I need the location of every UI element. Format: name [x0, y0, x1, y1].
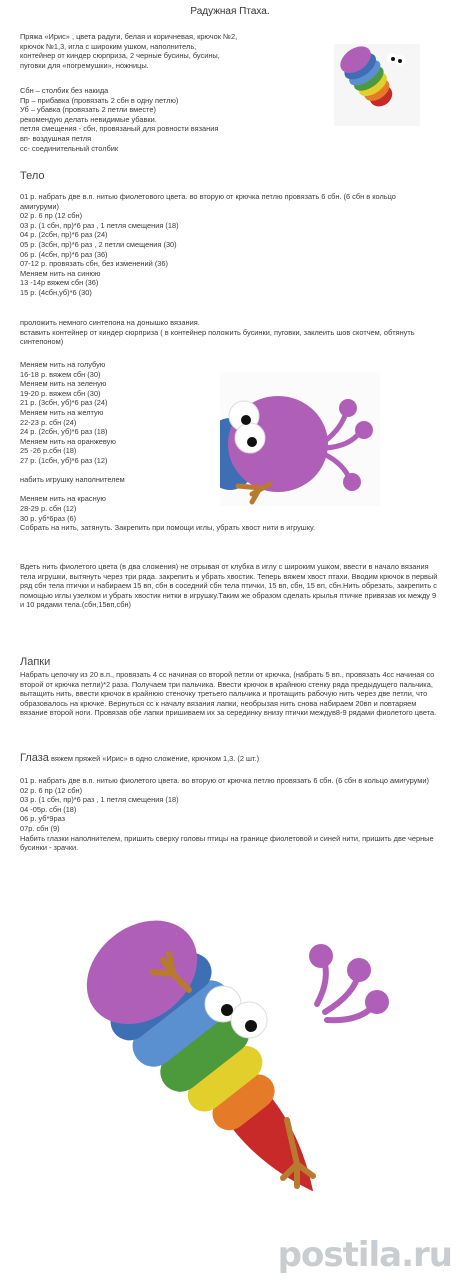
section-heading-legs: Лапки — [20, 656, 51, 668]
body-note: проложить немного синтепона на донышко вязания. вставить контейнер от киндер сюрприза ( в контейнер положить бусинки, пуговки, заклеить шов скотчем, обтянуть синтепоном) — [20, 318, 415, 347]
bird-photo-middle — [220, 372, 380, 506]
section-heading-body: Тело — [20, 170, 45, 182]
section-heading-eyes — [20, 752, 259, 764]
page-title: Радужная Птаха. — [190, 6, 270, 17]
watermark-logo: postila.ru — [277, 1235, 452, 1275]
tail-text: Вдеть нить фиолетого цвета (в два сложения) не отрывая от клубка в иглу с широким ушком, ввести в начало вязания тела игрушки, вытянуть через три ряда. закрепить и убрать хвостик. Теперь вяжем хвост птахи. Вводим крючок в первый ряд сбн тела птички и набираем 15 вп, сбн в соседний сбн тела птички, 15 вп, сбн, 15 вп, сбн.Нить обрезать, закрепить с помощью иглы узелком и убрать хвостик нитки в игрушку.Таким же образом сделать крылья птичке привязав их между 9 и 10 рядами тела.(сбн,15вп,сбн) — [20, 562, 438, 610]
body-rows-1: 01 р. набрать две в.п. нитью фиолетового цвета. во вторую от крючка петлю провязать 6 сбн. (6 сбн в кольцо амигуруми) 02 р. 6 пр (12 сбн) 03 р. (1 сбн, пр)*6 раз , 1 петля смещения (18) 04 р. (2сбн, пр)*6 раз (24) 05 р. (3сбн, пр)*6 раз , 2 петли смещения (30) 06 р. (4сбн, пр)*6 раз (36) 07-12 р. провязать сбн, без изменений (36) Меняем нить на синюю 13 -14р вяжем сбн (36) 15 р. (4сбн,уб)*6 (30) — [20, 192, 396, 297]
body-rows-2: Меняем нить на голубую 16-18 р. вяжем сбн (30) Меняем нить на зеленую 19-20 р. вяжем сбн (30) 21 р. (3сбн, уб)*6 раз (24) Меняем нить на желтую 22-23 р. сбн (24) 24 р. (2сбн, уб)*6 раз (18) Меняем нить на оранжевую 25 -26 р.сбн (18) 27 р. (1сбн, уб)*6 раз (12) набить игрушку наполнителем Меняем нить на красную 28-29 р. сбн (12) 30 р. уб*6раз (6) Собрать на нить, затянуть. Закрепить при помощи иглы, убрать хвост нити в игрушку. — [20, 360, 316, 533]
abbreviations-text: Сбн – столбик без накида Пр – прибавка (провязать 2 сбн в одну петлю) Уб – убавка (провязать 2 петли вместе) рекомендую делать невидимые убавки. петля смещения - сбн, провязаный для ровности вязания вп- воздушная петля сс- соединительный столбик — [20, 86, 219, 153]
bird-photo-small — [334, 44, 420, 126]
bird-photo-large — [55, 920, 405, 1250]
legs-text: Набрать цепочку из 20 в.п., провязать 4 сс начиная со второй петли от крючка, (набрать 5 вп., провязать 4сс начиная со второй от крючка петли)*2 раза. Получаем три пальчика. Ввести крючок в крайнюю стенку ряда предыдущего пальчика, вытащить нить, ввести крючок в крайнюю стеночку третьего пальчика и протащить рабочую нить через две петли, что образовалось на крючке. Вернуться сс к началу вязания лапки, необрызая нить снова набираем 20вп и повтаряем вязание второй ноги. Провязав обе лапки пришиваем их за серединку внизу птички междув8-9 рядами фиолетого цвета. — [20, 670, 437, 718]
eyes-heading-label: Глаза — [20, 752, 49, 764]
eyes-text: 01 р. набрать две в.п. нитью фиолетого цвета. во вторую от крючка петлю провязать 6 сбн. (6 сбн в кольцо амигуруми) 02 р. 6 пр (12 сбн) 03 р. (1 сбн, пр)*6 раз , 1 петля смещения (18) 04 -05р. сбн (18) 06 р. уб*9раз 07р. сбн (9) Набить глазки наполнителем, пришить сверху головы птицы на границе фиолетовой и синей нити, пришить две черные бусинки - зрачки. — [20, 776, 434, 853]
materials-text: Пряжа «Ирис» , цвета радуги, белая и коричневая, крючок №2, крючок №1,3, игла с широким ушком, наполнитель, контейнер от киндер сюрприза, 2 черные бусины, бусины, пуговки для «погремушки», ножницы. — [20, 32, 238, 70]
eyes-heading-note: вяжем пряжей «Ирис» в одно сложение, крючком 1,3. (2 шт.) — [48, 754, 260, 763]
